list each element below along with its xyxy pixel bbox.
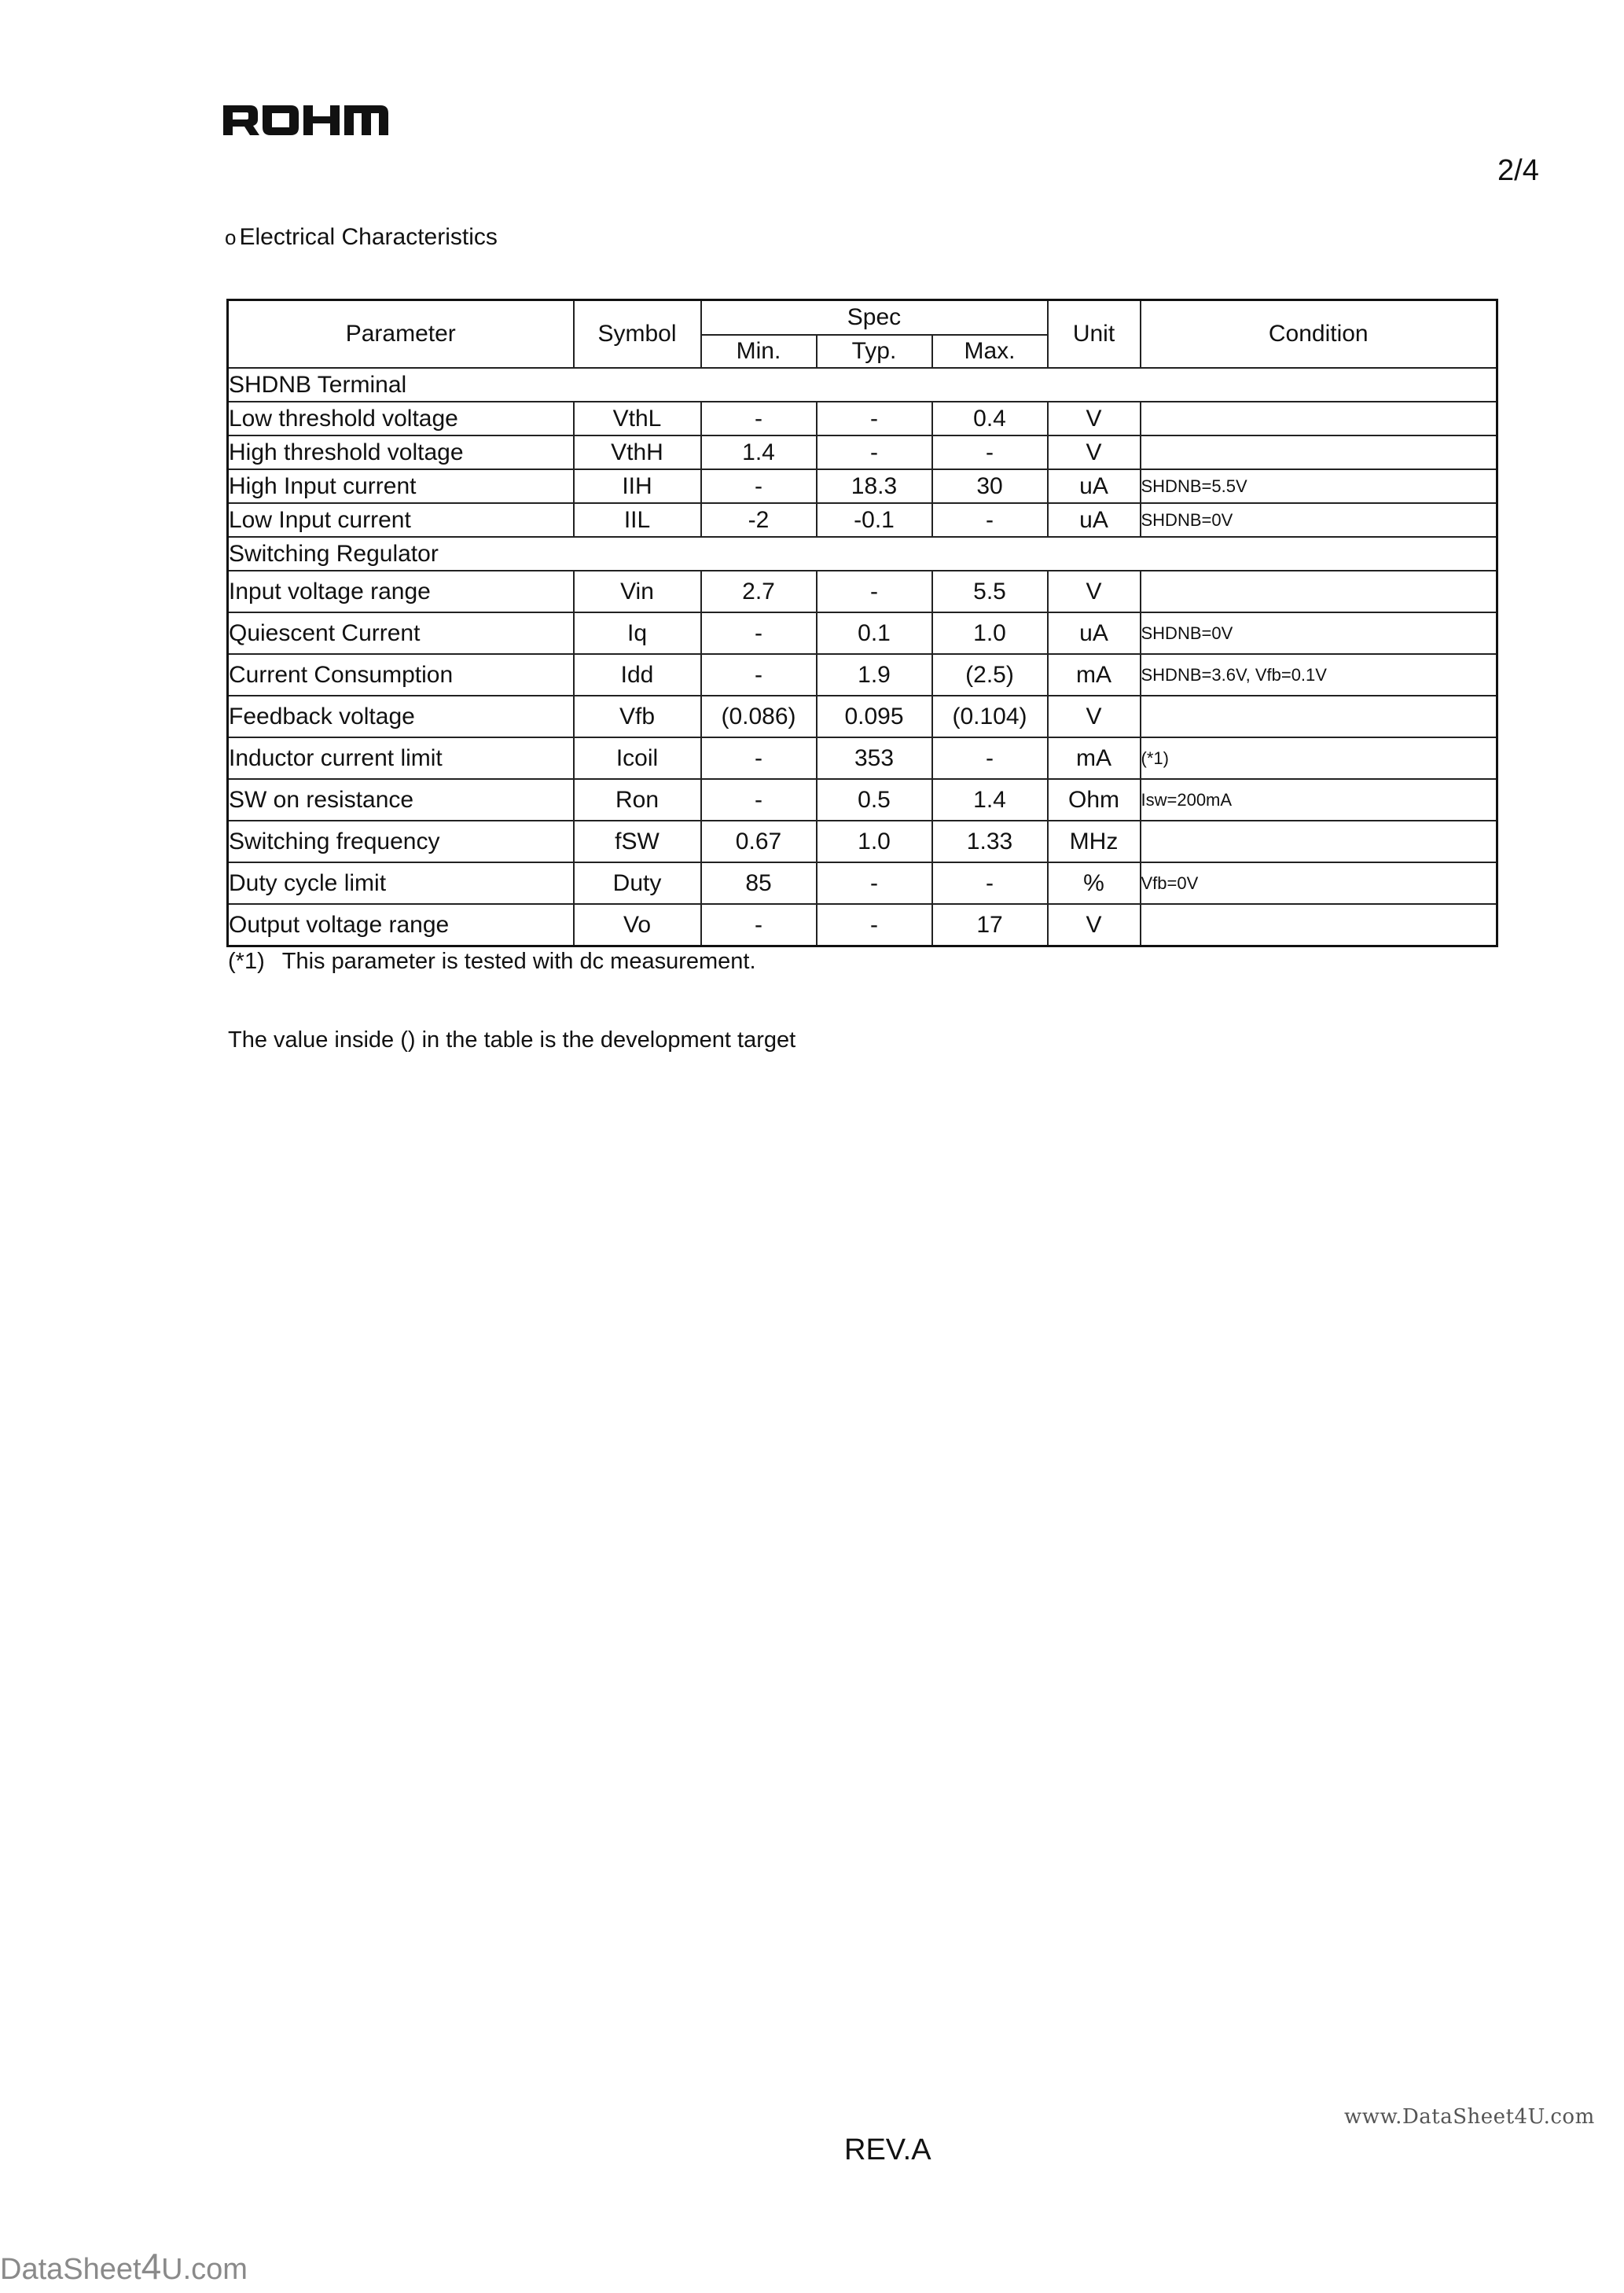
- table-row: [228, 503, 1497, 537]
- page-number: 2/4: [1497, 154, 1539, 187]
- cell-min: -: [701, 402, 817, 435]
- header-max: Max.: [932, 335, 1048, 368]
- cell-max: -: [932, 503, 1048, 537]
- development-note: The value inside () in the table is the development target: [228, 1027, 796, 1053]
- cell-condition: SHDNB=0V: [1141, 503, 1497, 537]
- cell-unit: mA: [1048, 654, 1141, 696]
- revision-label: REV.A: [844, 2133, 931, 2166]
- table-row: [228, 779, 1497, 821]
- cell-parameter: High Input current: [228, 469, 574, 503]
- bullet-icon: o: [225, 226, 237, 249]
- cell-parameter: Output voltage range: [228, 904, 574, 946]
- cell-typ: -: [817, 435, 932, 469]
- cell-max: 1.4: [932, 779, 1048, 821]
- rohm-logo-mark: [223, 101, 388, 140]
- cell-typ: 0.5: [817, 779, 932, 821]
- table-row: [228, 435, 1497, 469]
- cell-typ: -: [817, 862, 932, 904]
- cell-min: 0.67: [701, 821, 817, 862]
- rohm-logo: [223, 101, 388, 140]
- cell-symbol: fSW: [574, 821, 701, 862]
- header-min: Min.: [701, 335, 817, 368]
- cell-max: 5.5: [932, 571, 1048, 612]
- cell-parameter: Duty cycle limit: [228, 862, 574, 904]
- cell-condition: Isw=200mA: [1141, 779, 1497, 821]
- cell-typ: 1.9: [817, 654, 932, 696]
- cell-typ: 353: [817, 737, 932, 779]
- cell-symbol: Vfb: [574, 696, 701, 737]
- cell-condition: [1141, 696, 1497, 737]
- cell-max: (0.104): [932, 696, 1048, 737]
- cell-max: 30: [932, 469, 1048, 503]
- cell-parameter: Low threshold voltage: [228, 402, 574, 435]
- cell-parameter: Switching frequency: [228, 821, 574, 862]
- section-title: [225, 224, 498, 251]
- cell-min: -: [701, 469, 817, 503]
- footnote-text: This parameter is tested with dc measurement.: [281, 949, 756, 974]
- cell-max: (2.5): [932, 654, 1048, 696]
- cell-max: 0.4: [932, 402, 1048, 435]
- cell-min: 85: [701, 862, 817, 904]
- cell-condition: [1141, 571, 1497, 612]
- table-row: [228, 469, 1497, 503]
- header-unit: Unit: [1048, 300, 1141, 369]
- cell-symbol: Icoil: [574, 737, 701, 779]
- cell-min: 1.4: [701, 435, 817, 469]
- table-row: [228, 612, 1497, 654]
- cell-unit: V: [1048, 571, 1141, 612]
- cell-condition: SHDNB=3.6V, Vfb=0.1V: [1141, 654, 1497, 696]
- cell-symbol: Iq: [574, 612, 701, 654]
- table-row: [228, 737, 1497, 779]
- cell-symbol: Vin: [574, 571, 701, 612]
- cell-min: 2.7: [701, 571, 817, 612]
- cell-max: -: [932, 862, 1048, 904]
- cell-symbol: IIH: [574, 469, 701, 503]
- cell-condition: [1141, 435, 1497, 469]
- cell-condition: Vfb=0V: [1141, 862, 1497, 904]
- cell-parameter: Inductor current limit: [228, 737, 574, 779]
- cell-symbol: VthH: [574, 435, 701, 469]
- cell-condition: SHDNB=5.5V: [1141, 469, 1497, 503]
- table-row: [228, 571, 1497, 612]
- cell-min: -: [701, 612, 817, 654]
- cell-max: 17: [932, 904, 1048, 946]
- cell-symbol: VthL: [574, 402, 701, 435]
- footnote: [228, 949, 756, 975]
- footnote-mark: (*1): [228, 949, 265, 974]
- cell-unit: Ohm: [1048, 779, 1141, 821]
- cell-unit: %: [1048, 862, 1141, 904]
- cell-unit: MHz: [1048, 821, 1141, 862]
- cell-condition: [1141, 821, 1497, 862]
- section-title-text: Electrical Characteristics: [239, 224, 498, 250]
- cell-max: 1.33: [932, 821, 1048, 862]
- header-condition: Condition: [1141, 300, 1497, 369]
- section-heading: Switching Regulator: [228, 537, 1497, 571]
- cell-unit: uA: [1048, 503, 1141, 537]
- section-row: [228, 537, 1497, 571]
- cell-unit: uA: [1048, 612, 1141, 654]
- cell-max: -: [932, 737, 1048, 779]
- cell-unit: V: [1048, 696, 1141, 737]
- watermark-left: [0, 2245, 248, 2287]
- cell-typ: 0.1: [817, 612, 932, 654]
- cell-symbol: Idd: [574, 654, 701, 696]
- table-header-row: [228, 300, 1497, 336]
- table-row: [228, 402, 1497, 435]
- cell-condition: (*1): [1141, 737, 1497, 779]
- cell-parameter: High threshold voltage: [228, 435, 574, 469]
- cell-min: -: [701, 904, 817, 946]
- cell-parameter: Quiescent Current: [228, 612, 574, 654]
- cell-unit: V: [1048, 402, 1141, 435]
- cell-unit: uA: [1048, 469, 1141, 503]
- section-row: [228, 368, 1497, 402]
- cell-min: -2: [701, 503, 817, 537]
- cell-parameter: Feedback voltage: [228, 696, 574, 737]
- cell-typ: -: [817, 904, 932, 946]
- cell-symbol: IIL: [574, 503, 701, 537]
- cell-symbol: Vo: [574, 904, 701, 946]
- watermark-right: www.DataSheet4U.com: [1344, 2105, 1595, 2129]
- cell-condition: SHDNB=0V: [1141, 612, 1497, 654]
- table-row: [228, 904, 1497, 946]
- table-row: [228, 821, 1497, 862]
- header-parameter: Parameter: [228, 300, 574, 369]
- cell-parameter: Current Consumption: [228, 654, 574, 696]
- electrical-characteristics-table: [226, 299, 1498, 947]
- cell-symbol: Duty: [574, 862, 701, 904]
- cell-unit: V: [1048, 904, 1141, 946]
- cell-symbol: Ron: [574, 779, 701, 821]
- cell-parameter: SW on resistance: [228, 779, 574, 821]
- header-spec: Spec: [701, 300, 1048, 336]
- cell-unit: mA: [1048, 737, 1141, 779]
- section-heading: SHDNB Terminal: [228, 368, 1497, 402]
- cell-condition: [1141, 402, 1497, 435]
- cell-typ: 1.0: [817, 821, 932, 862]
- cell-typ: -0.1: [817, 503, 932, 537]
- header-symbol: Symbol: [574, 300, 701, 369]
- table-row: [228, 654, 1497, 696]
- cell-condition: [1141, 904, 1497, 946]
- header-typ: Typ.: [817, 335, 932, 368]
- cell-typ: -: [817, 571, 932, 612]
- cell-min: (0.086): [701, 696, 817, 737]
- cell-typ: 18.3: [817, 469, 932, 503]
- cell-parameter: Low Input current: [228, 503, 574, 537]
- table-row: [228, 696, 1497, 737]
- cell-typ: 0.095: [817, 696, 932, 737]
- cell-max: 1.0: [932, 612, 1048, 654]
- cell-unit: V: [1048, 435, 1141, 469]
- watermark-left-c: U.com: [161, 2253, 248, 2286]
- cell-typ: -: [817, 402, 932, 435]
- cell-min: -: [701, 737, 817, 779]
- cell-max: -: [932, 435, 1048, 469]
- cell-parameter: Input voltage range: [228, 571, 574, 612]
- watermark-left-a: DataSheet: [0, 2253, 141, 2286]
- table-row: [228, 862, 1497, 904]
- cell-min: -: [701, 779, 817, 821]
- watermark-left-b: 4: [141, 2246, 162, 2287]
- cell-min: -: [701, 654, 817, 696]
